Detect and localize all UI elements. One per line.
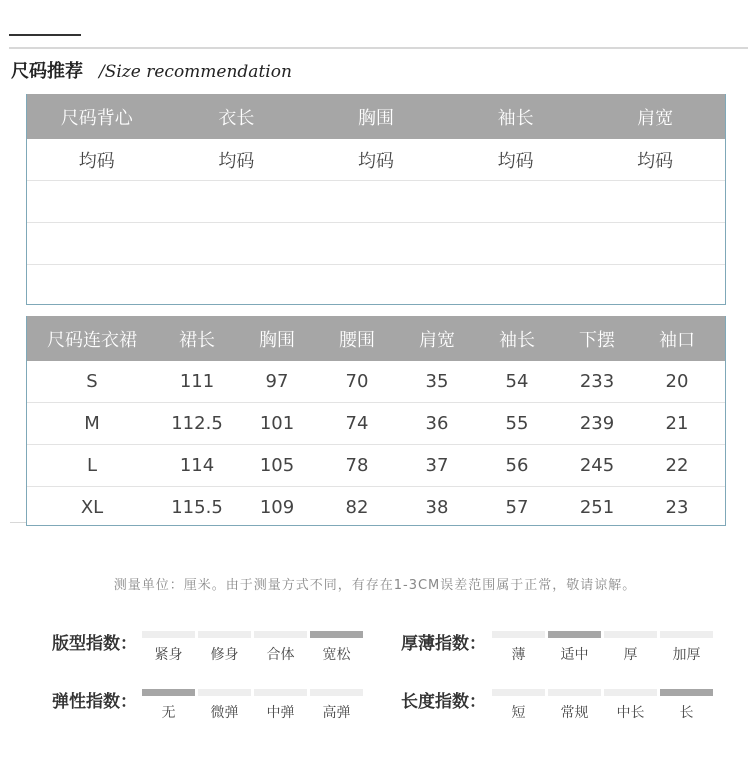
- table-cell: 97: [265, 371, 289, 392]
- header-cell: 衣长: [218, 107, 255, 129]
- thickness-index-label: 厚薄指数：: [401, 634, 486, 654]
- index-option: [310, 689, 363, 722]
- index-option-label: 中弹: [266, 705, 295, 721]
- index-option: [604, 631, 657, 664]
- index-option: [660, 631, 713, 664]
- index-option: [254, 689, 307, 722]
- index-bar: [660, 631, 713, 638]
- index-option: [198, 631, 251, 664]
- table-cell: 70: [345, 371, 369, 392]
- fit-index-label: 版型指数：: [52, 634, 137, 654]
- section-title-cn: 尺码推荐: [11, 61, 83, 82]
- index-option-label: 合体: [266, 647, 295, 663]
- index-option-label: 常规: [560, 705, 589, 721]
- table-row: [27, 223, 725, 265]
- index-option-label: 长: [679, 705, 694, 721]
- index-bar: [198, 631, 251, 638]
- index-bar: [254, 631, 307, 638]
- index-option: [548, 631, 601, 664]
- header-cell: 裙长: [179, 329, 215, 351]
- index-bar: [254, 689, 307, 696]
- table-cell: 101: [259, 413, 295, 434]
- index-option: [198, 689, 251, 722]
- table-row: [27, 403, 725, 445]
- index-option-label: 无: [161, 705, 176, 721]
- header-cell: 肩宽: [637, 107, 674, 129]
- header-cell: 袖长: [499, 329, 535, 351]
- fit-index-scale: [142, 631, 366, 664]
- index-bar-selected: [142, 689, 195, 696]
- index-option-label: 厚: [623, 647, 638, 663]
- index-option-label: 中长: [616, 705, 645, 721]
- table-cell: 251: [579, 497, 615, 518]
- table-cell: M: [84, 413, 100, 434]
- table-cell: 245: [579, 455, 615, 476]
- header-cell: 腰围: [339, 329, 375, 351]
- table-row: [27, 139, 725, 181]
- index-option-label: 薄: [511, 647, 526, 663]
- table-row: [27, 361, 725, 403]
- header-cell: 袖长: [497, 107, 534, 129]
- index-bar: [310, 689, 363, 696]
- header-cell: 肩宽: [419, 329, 455, 351]
- table-cell: 21: [665, 413, 689, 434]
- table-cell: 均码: [218, 150, 255, 172]
- elasticity-index-scale: [142, 689, 366, 722]
- index-option: [492, 689, 545, 722]
- header-cell: 尺码背心: [60, 107, 133, 129]
- table-cell: 233: [579, 371, 615, 392]
- table-cell: 36: [425, 413, 449, 434]
- index-bar: [604, 689, 657, 696]
- index-bar-selected: [310, 631, 363, 638]
- index-bar: [604, 631, 657, 638]
- table-cell: 23: [665, 497, 689, 518]
- table-row: [27, 445, 725, 487]
- index-option-label: 加厚: [672, 647, 701, 663]
- table-cell: 55: [505, 413, 529, 434]
- index-option: [254, 631, 307, 664]
- table-row: [27, 181, 725, 223]
- length-index-scale: [492, 689, 716, 722]
- table-cell: 82: [345, 497, 369, 518]
- table-cell: 均码: [357, 150, 394, 172]
- index-bar: [492, 689, 545, 696]
- index-option-label: 紧身: [154, 647, 183, 663]
- table-cell: 78: [345, 455, 369, 476]
- index-option-label: 高弹: [322, 705, 351, 721]
- table-cell: 均码: [637, 150, 674, 172]
- table-cell: 37: [425, 455, 449, 476]
- section-title: [11, 57, 292, 83]
- table-row: [27, 487, 725, 528]
- index-option-label: 修身: [210, 647, 239, 663]
- index-option: [548, 689, 601, 722]
- index-option: [492, 631, 545, 664]
- table-header: [27, 316, 725, 361]
- index-bar: [492, 631, 545, 638]
- table-cell: 74: [345, 413, 369, 434]
- index-bar-selected: [660, 689, 713, 696]
- table-cell: 35: [425, 371, 449, 392]
- dress-size-table: [26, 316, 726, 526]
- table-cell: XL: [80, 497, 104, 518]
- header-cell: 胸围: [357, 107, 394, 129]
- index-bar: [198, 689, 251, 696]
- table-cell: 112.5: [171, 413, 223, 434]
- index-option-label: 微弹: [210, 705, 239, 721]
- table-cell: 57: [505, 497, 529, 518]
- table-cell: L: [86, 455, 98, 476]
- header-cell: 下摆: [579, 329, 615, 351]
- table-cell: 115.5: [171, 497, 223, 518]
- table-cell: 22: [665, 455, 689, 476]
- table-cell: 239: [579, 413, 615, 434]
- index-option: [310, 631, 363, 664]
- table-cell: 109: [259, 497, 295, 518]
- header-cell: 胸围: [259, 329, 295, 351]
- index-option-label: 宽松: [322, 647, 351, 663]
- header-cell: 袖口: [659, 329, 695, 351]
- index-option: [142, 689, 195, 722]
- measurement-note: 测量单位：厘米。由于测量方式不同，有存在1-3CM误差范围属于正常，敬请谅解。: [113, 578, 637, 593]
- table-cell: 20: [665, 371, 689, 392]
- length-index-label: 长度指数：: [401, 692, 486, 712]
- table-cell: 54: [505, 371, 529, 392]
- thickness-index-scale: [492, 631, 716, 664]
- vest-size-table: [26, 94, 726, 305]
- header-cell: 尺码连衣裙: [47, 329, 137, 351]
- index-option-label: 短: [511, 705, 526, 721]
- elasticity-index-label: 弹性指数：: [52, 692, 137, 712]
- index-bar: [548, 689, 601, 696]
- index-option: [604, 689, 657, 722]
- index-option: [660, 689, 713, 722]
- table-cell: 均码: [497, 150, 534, 172]
- top-divider-line: [9, 47, 748, 49]
- table-cell: 56: [505, 455, 529, 476]
- table-row: [27, 265, 725, 306]
- table-cell: 38: [425, 497, 449, 518]
- index-option: [142, 631, 195, 664]
- table-cell: 105: [259, 455, 295, 476]
- index-bar-selected: [548, 631, 601, 638]
- index-option-label: 适中: [560, 647, 589, 663]
- top-accent-line: [9, 34, 81, 36]
- table-header: [27, 94, 725, 139]
- divider-mark: [10, 522, 26, 523]
- table-cell: 111: [179, 371, 215, 392]
- table-cell: 均码: [78, 150, 115, 172]
- section-title-en: /Size recommendation: [99, 62, 292, 82]
- table-cell: 114: [179, 455, 215, 476]
- table-cell: S: [86, 371, 98, 392]
- index-bar: [142, 631, 195, 638]
